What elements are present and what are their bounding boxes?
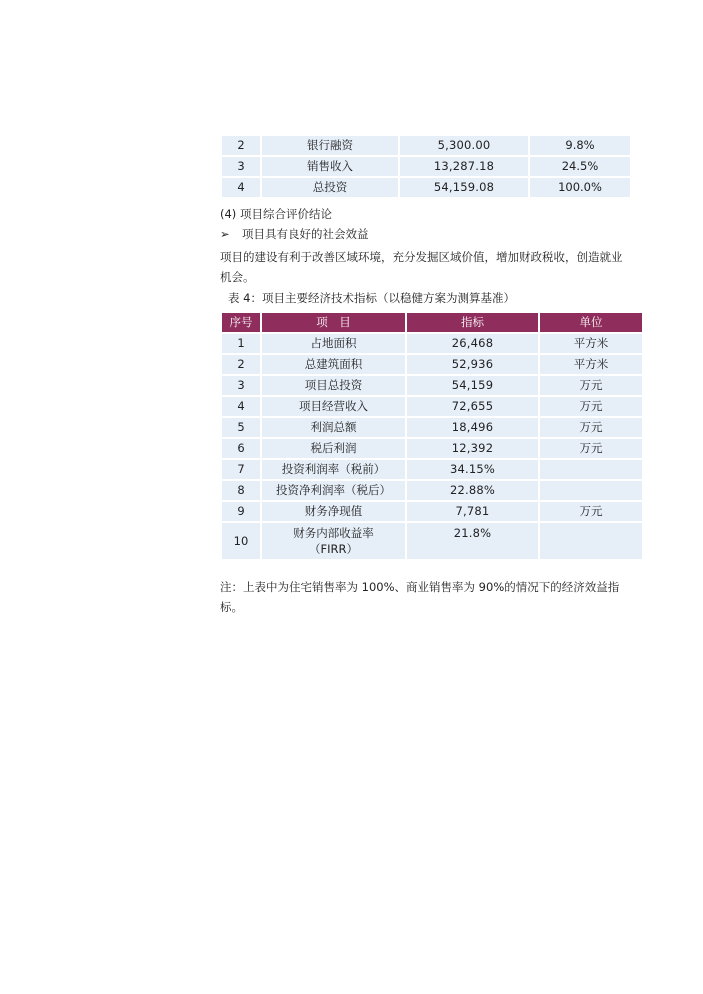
funding-table	[220, 134, 632, 199]
table-cell: 8	[221, 480, 261, 501]
economic-indicators-table	[220, 311, 644, 561]
table-cell: 总投资	[261, 177, 399, 198]
table-cell: 24.5%	[529, 156, 631, 177]
table-cell: 项目总投资	[261, 375, 406, 396]
table-cell: 1	[221, 333, 261, 354]
table-cell: 平方米	[539, 354, 643, 375]
body-paragraph: 项目的建设有利于改善区域环境，充分发掘区域价值，增加财政税收，创造就业机会。	[220, 250, 623, 284]
table-cell	[539, 480, 643, 501]
section-heading: (4) 项目综合评价结论	[220, 207, 332, 221]
table-row	[221, 156, 631, 177]
table-cell: 5,300.00	[399, 135, 529, 156]
table-cell: 2	[221, 354, 261, 375]
table-cell: 万元	[539, 438, 643, 459]
table-cell: 9.8%	[529, 135, 631, 156]
table-row	[221, 522, 643, 560]
column-header: 单位	[539, 312, 643, 333]
table-cell: 5	[221, 417, 261, 438]
table-cell: 销售收入	[261, 156, 399, 177]
table-cell: 财务净现值	[261, 501, 406, 522]
table-row	[221, 333, 643, 354]
table-cell: 投资利润率（税前）	[261, 459, 406, 480]
table-cell: 税后利润	[261, 438, 406, 459]
table-cell: 万元	[539, 375, 643, 396]
table-cell: 7,781	[406, 501, 539, 522]
cell-line: 财务内部收益率	[293, 526, 374, 540]
table-cell: 总建筑面积	[261, 354, 406, 375]
table-row	[221, 396, 643, 417]
table-cell: 平方米	[539, 333, 643, 354]
table-row	[221, 438, 643, 459]
table-cell	[539, 459, 643, 480]
table-cell: 投资净利润率（税后）	[261, 480, 406, 501]
table-cell: 6	[221, 438, 261, 459]
table-cell: 4	[221, 396, 261, 417]
table-row	[221, 177, 631, 198]
table-cell: 3	[221, 156, 261, 177]
table-cell: 2	[221, 135, 261, 156]
column-header: 项 目	[261, 312, 406, 333]
table-cell: 7	[221, 459, 261, 480]
table-cell	[539, 522, 643, 560]
table-row	[221, 501, 643, 522]
table-row	[221, 354, 643, 375]
table-cell: 4	[221, 177, 261, 198]
table-cell: 54,159.08	[399, 177, 529, 198]
bullet-text: 项目具有良好的社会效益	[242, 227, 369, 241]
table-cell: 21.8%	[406, 522, 539, 560]
table-cell: 52,936	[406, 354, 539, 375]
table-row	[221, 135, 631, 156]
table-note: 注：上表中为住宅销售率为 100%、商业销售率为 90%的情况下的经济效益指标。	[220, 580, 620, 614]
table-cell: 54,159	[406, 375, 539, 396]
table-cell: 12,392	[406, 438, 539, 459]
table-cell: 10	[221, 522, 261, 560]
arrow-bullet-icon: ➢	[220, 227, 230, 241]
cell-line: （FIRR）	[309, 542, 358, 556]
table-caption: 表 4：项目主要经济技术指标（以稳健方案为测算基准）	[228, 291, 515, 305]
table-row	[221, 417, 643, 438]
table-row	[221, 375, 643, 396]
table-cell: 26,468	[406, 333, 539, 354]
table-cell	[261, 522, 406, 560]
column-header: 指标	[406, 312, 539, 333]
column-header: 序号	[221, 312, 261, 333]
table-cell: 13,287.18	[399, 156, 529, 177]
table-cell: 万元	[539, 501, 643, 522]
table-cell: 100.0%	[529, 177, 631, 198]
table-cell: 万元	[539, 396, 643, 417]
table-cell: 项目经营收入	[261, 396, 406, 417]
table-cell: 占地面积	[261, 333, 406, 354]
bullet-item	[220, 226, 369, 242]
table-cell: 9	[221, 501, 261, 522]
table-row	[221, 480, 643, 501]
table-row	[221, 459, 643, 480]
table-cell: 72,655	[406, 396, 539, 417]
table-cell: 利润总额	[261, 417, 406, 438]
table-cell: 18,496	[406, 417, 539, 438]
table-cell: 22.88%	[406, 480, 539, 501]
table-cell: 银行融资	[261, 135, 399, 156]
table-header-row	[221, 312, 643, 333]
table-cell: 3	[221, 375, 261, 396]
table-cell: 34.15%	[406, 459, 539, 480]
table-cell: 万元	[539, 417, 643, 438]
